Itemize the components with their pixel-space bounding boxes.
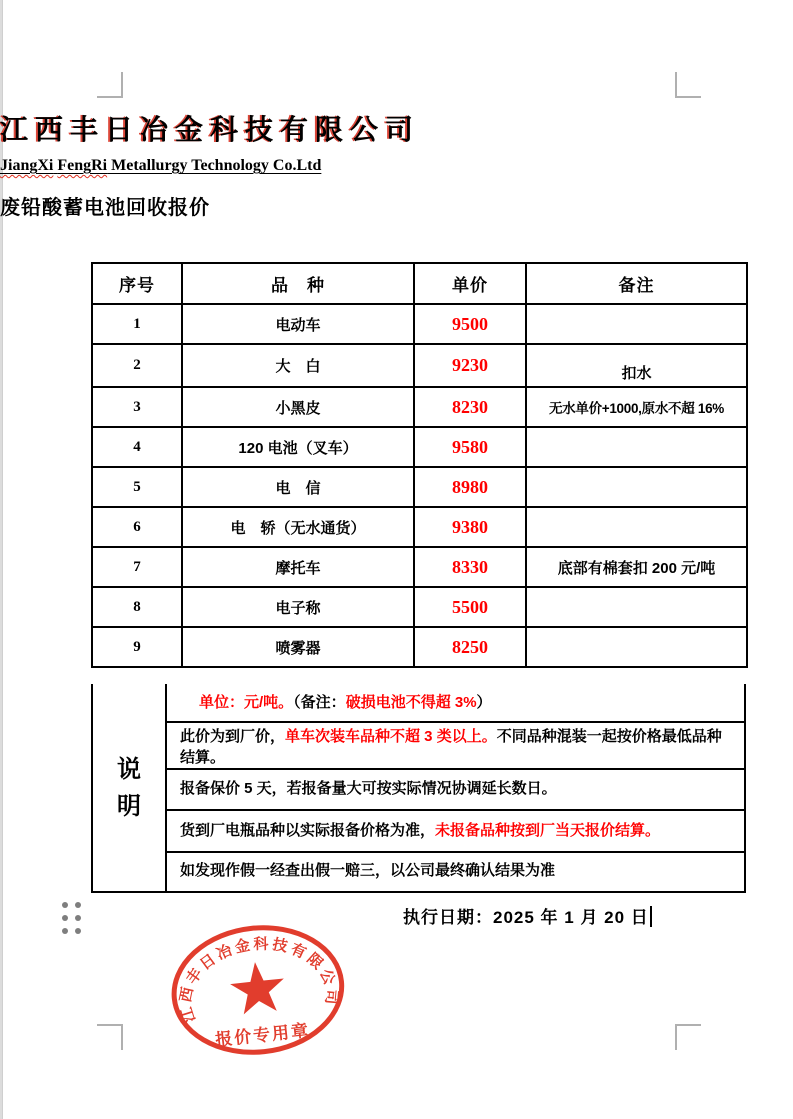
note-row-fraud[interactable] — [167, 853, 744, 891]
table-row — [92, 587, 747, 627]
row-price[interactable]: 9230 — [414, 344, 526, 387]
document-title[interactable]: 废铅酸蓄电池回收报价 — [0, 197, 210, 219]
crop-mark-top-left-icon — [97, 72, 123, 98]
table-header-row — [92, 263, 747, 304]
note-segment: 破损电池不得超 3% — [345, 694, 477, 711]
row-item[interactable]: 电 轿（无水通货） — [182, 507, 414, 547]
row-item[interactable]: 摩托车 — [182, 547, 414, 587]
note-row-price-hold[interactable] — [167, 770, 744, 811]
note-segment: ） — [476, 694, 492, 711]
table-row — [92, 344, 747, 387]
note-segment: 此价为到厂价， — [180, 728, 286, 745]
notes-label[interactable] — [93, 684, 167, 891]
company-name-cn[interactable]: 江西丰日冶金科技有限公司 — [0, 114, 421, 145]
row-item[interactable]: 电动车 — [182, 304, 414, 344]
crop-mark-bottom-left-icon — [97, 1024, 123, 1050]
row-price[interactable]: 9580 — [414, 427, 526, 467]
note-segment: 如发现作假一经查出假一赔三，以公司最终确认结果为准 — [180, 862, 556, 879]
company-name-en-rest: Metallurgy Technology Co.Ltd — [107, 157, 322, 174]
stamp-star-icon — [228, 959, 287, 1015]
row-remark[interactable] — [526, 467, 747, 507]
note-segment: 报备保价 5 天，若报备量大可按实际情况协调延长数日。 — [180, 780, 557, 797]
row-price[interactable]: 8980 — [414, 467, 526, 507]
row-item[interactable]: 120 电池（叉车） — [182, 427, 414, 467]
note-row-unit[interactable] — [167, 684, 744, 723]
row-no[interactable]: 1 — [92, 304, 182, 344]
row-remark[interactable] — [526, 427, 747, 467]
spellcheck-word-1: JiangXi — [0, 157, 54, 174]
notes-section — [91, 684, 746, 893]
row-price[interactable]: 9500 — [414, 304, 526, 344]
row-price[interactable]: 8230 — [414, 387, 526, 427]
crop-mark-bottom-right-icon — [675, 1024, 701, 1050]
row-remark[interactable] — [526, 627, 747, 667]
note-row-factory-price[interactable] — [167, 723, 744, 770]
row-remark[interactable] — [526, 304, 747, 344]
stamp-arc-text: 江西丰日冶金科技有限公司 — [177, 935, 341, 1025]
row-no[interactable]: 7 — [92, 547, 182, 587]
row-no[interactable]: 3 — [92, 387, 182, 427]
notes-label-char: 明 — [117, 792, 141, 820]
row-no[interactable]: 6 — [92, 507, 182, 547]
row-price[interactable]: 9380 — [414, 507, 526, 547]
row-item[interactable]: 电 信 — [182, 467, 414, 507]
row-remark[interactable]: 无水单价+1000,原水不超 16% — [526, 387, 747, 427]
note-segment: 未报备品种按到厂当天报价结算。 — [435, 822, 661, 839]
note-segment: 不同品种混装一起按价格最低品种结算。 — [180, 728, 722, 766]
row-remark[interactable]: 底部有棉套扣 200 元/吨 — [526, 547, 747, 587]
row-remark[interactable] — [526, 587, 747, 627]
execution-date-text: 执行日期：2025 年 1 月 20 日 — [403, 908, 649, 927]
header-price[interactable]: 单价 — [414, 263, 526, 304]
row-item[interactable]: 大 白 — [182, 344, 414, 387]
notes-label-char: 说 — [117, 755, 141, 783]
table-row — [92, 507, 747, 547]
row-item[interactable]: 电子称 — [182, 587, 414, 627]
stamp-bottom-text: 报价专用章 — [214, 1020, 311, 1050]
row-no[interactable]: 2 — [92, 344, 182, 387]
row-item[interactable]: 小黑皮 — [182, 387, 414, 427]
price-table — [91, 262, 748, 668]
execution-date[interactable] — [403, 903, 652, 928]
row-remark[interactable]: 扣水 — [526, 344, 747, 387]
row-remark[interactable] — [526, 507, 747, 547]
table-row — [92, 304, 747, 344]
row-no[interactable]: 9 — [92, 627, 182, 667]
note-segment: 单位：元/吨。 — [199, 694, 294, 711]
header-remark[interactable]: 备注 — [526, 263, 747, 304]
crop-mark-top-right-icon — [675, 72, 701, 98]
row-no[interactable]: 8 — [92, 587, 182, 627]
notes-body — [167, 684, 744, 891]
row-price[interactable]: 8250 — [414, 627, 526, 667]
note-segment: 货到厂电瓶品种以实际报备价格为准， — [180, 822, 436, 839]
table-row — [92, 627, 747, 667]
header-no[interactable]: 序号 — [92, 263, 182, 304]
note-segment: （备注： — [293, 694, 346, 711]
header-item[interactable]: 品 种 — [182, 263, 414, 304]
spellcheck-word-2: FengRi — [57, 157, 108, 174]
note-row-report-price[interactable] — [167, 811, 744, 853]
row-price[interactable]: 5500 — [414, 587, 526, 627]
text-cursor — [650, 906, 652, 927]
table-row — [92, 547, 747, 587]
table-row — [92, 387, 747, 427]
table-row — [92, 467, 747, 507]
row-price[interactable]: 8330 — [414, 547, 526, 587]
company-seal-stamp[interactable] — [159, 913, 356, 1069]
row-no[interactable]: 5 — [92, 467, 182, 507]
note-segment: 单车次装车品种不超 3 类以上。 — [285, 728, 497, 745]
table-row — [92, 427, 747, 467]
drag-handle-dots-icon[interactable] — [62, 902, 81, 934]
company-name-en[interactable] — [0, 157, 793, 175]
row-item[interactable]: 喷雾器 — [182, 627, 414, 667]
row-no[interactable]: 4 — [92, 427, 182, 467]
